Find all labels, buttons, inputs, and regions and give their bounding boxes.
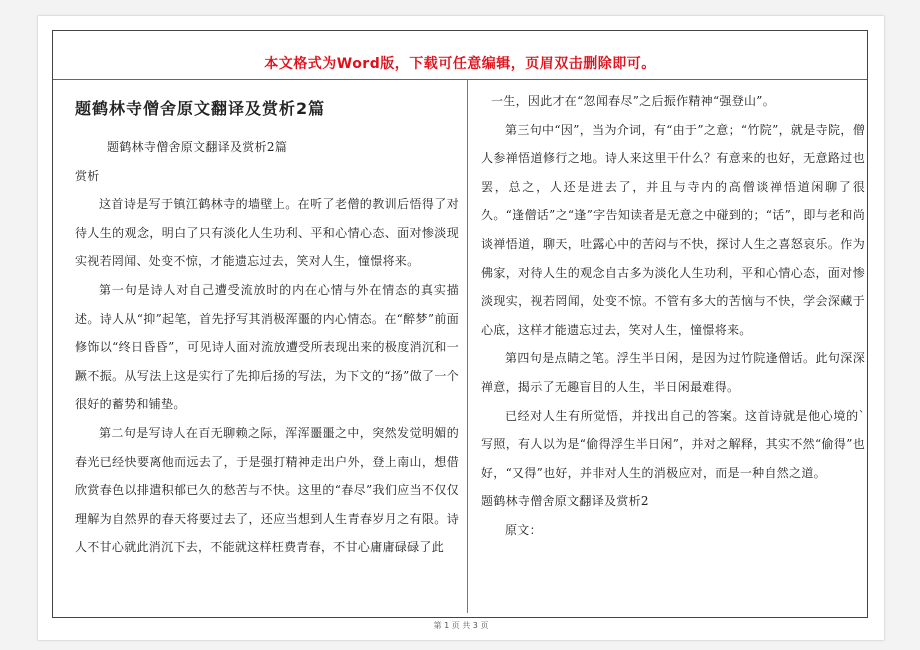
left-column bbox=[75, 87, 459, 562]
section-label: 赏析 bbox=[75, 168, 100, 183]
document-page bbox=[38, 16, 884, 640]
paragraph: 已经对人生有所觉悟，并找出自己的答案。这首诗就是他心境的`写照，有人以为是“偷得浮生半日闲”，并对之解释，其实不然“偷得”也好，“又得”也好，并非对人生的消极应对，而是一种自然之道。 bbox=[481, 408, 865, 480]
paragraph: 第三句中“因”，当为介词，有“由于”之意；“竹院”，就是寺院，僧人参禅悟道修行之地。诗人来这里干什么？有意来的也好，无意路过也罢，总之，人还是进去了，并且与寺内的高僧谈禅悟道闲聊了很久。“逢僧话”之“逢”字告知读者是无意之中碰到的；“话”，即与老和尚谈禅悟道，聊天，吐露心中的苦闷与不快，探讨人生之喜怒哀乐。作为佛家，对待人生的观念自古多为淡化人生功利，平和心情心态，面对惨淡现实，视若罔闻，处变不惊。不管有多大的苦恼与不快，学会深藏于心底，这样才能遗忘过去，笑对人生，憧憬将来。 bbox=[481, 122, 865, 337]
document-subtitle: 题鹤林寺僧舍原文翻译及赏析2篇 bbox=[107, 140, 288, 154]
paragraph: 一生，因此才在“忽闻春尽”之后振作精神“强登山”。 bbox=[491, 94, 776, 108]
paragraph: 第一句是诗人对自己遭受流放时的内在心情与外在情态的真实描述。诗人从“抑”起笔，首先抒写其消极浑噩的内心情态。在“醉梦”前面修饰以“终日昏昏”，可见诗人面对流放遭受所表现出来的极度消沉和一蹶不振。从写法上这是实行了先抑后扬的写法，为下文的“扬”做了一个很好的蓄势和铺垫。 bbox=[75, 282, 459, 412]
paragraph: 第四句是点睛之笔。浮生半日闲，是因为过竹院逢僧话。此句深深禅意，揭示了无趣盲目的人生，半日闲最难得。 bbox=[481, 351, 865, 394]
column-divider bbox=[467, 79, 468, 613]
right-column bbox=[481, 87, 865, 545]
header-divider bbox=[53, 79, 867, 80]
paragraph: 这首诗是写于镇江鹤林寺的墙壁上。在听了老僧的教训后悟得了对待人生的观念，明白了只有淡化人生功利、平和心情心态、面对惨淡现实视若罔闻、处变不惊，才能遗忘过去，笑对人生，憧憬将来。 bbox=[75, 197, 459, 269]
next-section-title: 题鹤林寺僧舍原文翻译及赏析2 bbox=[481, 494, 649, 509]
original-text-label: 原文： bbox=[505, 522, 542, 537]
header-notice: 本文格式为Word版，下载可任意编辑，页眉双击删除即可。 bbox=[264, 56, 656, 72]
document-title: 题鹤林寺僧舍原文翻译及赏析2篇 bbox=[75, 99, 326, 118]
page-number: 第 1 页 共 3 页 bbox=[433, 621, 489, 630]
paragraph: 第二句是写诗人在百无聊赖之际，浑浑噩噩之中，突然发觉明媚的春光已经快要离他而远去了，于是强打精神走出户外，登上南山，想借欣赏春色以排遣积郁已久的愁苦与不快。这里的“春尽”我们应当不仅仅理解为自然界的春天将要过去了，还应当想到人生青春岁月之有限。诗人不甘心就此消沉下去，不能就这样枉费青春，不甘心庸庸碌碌了此 bbox=[75, 425, 459, 555]
page-frame bbox=[52, 30, 868, 618]
